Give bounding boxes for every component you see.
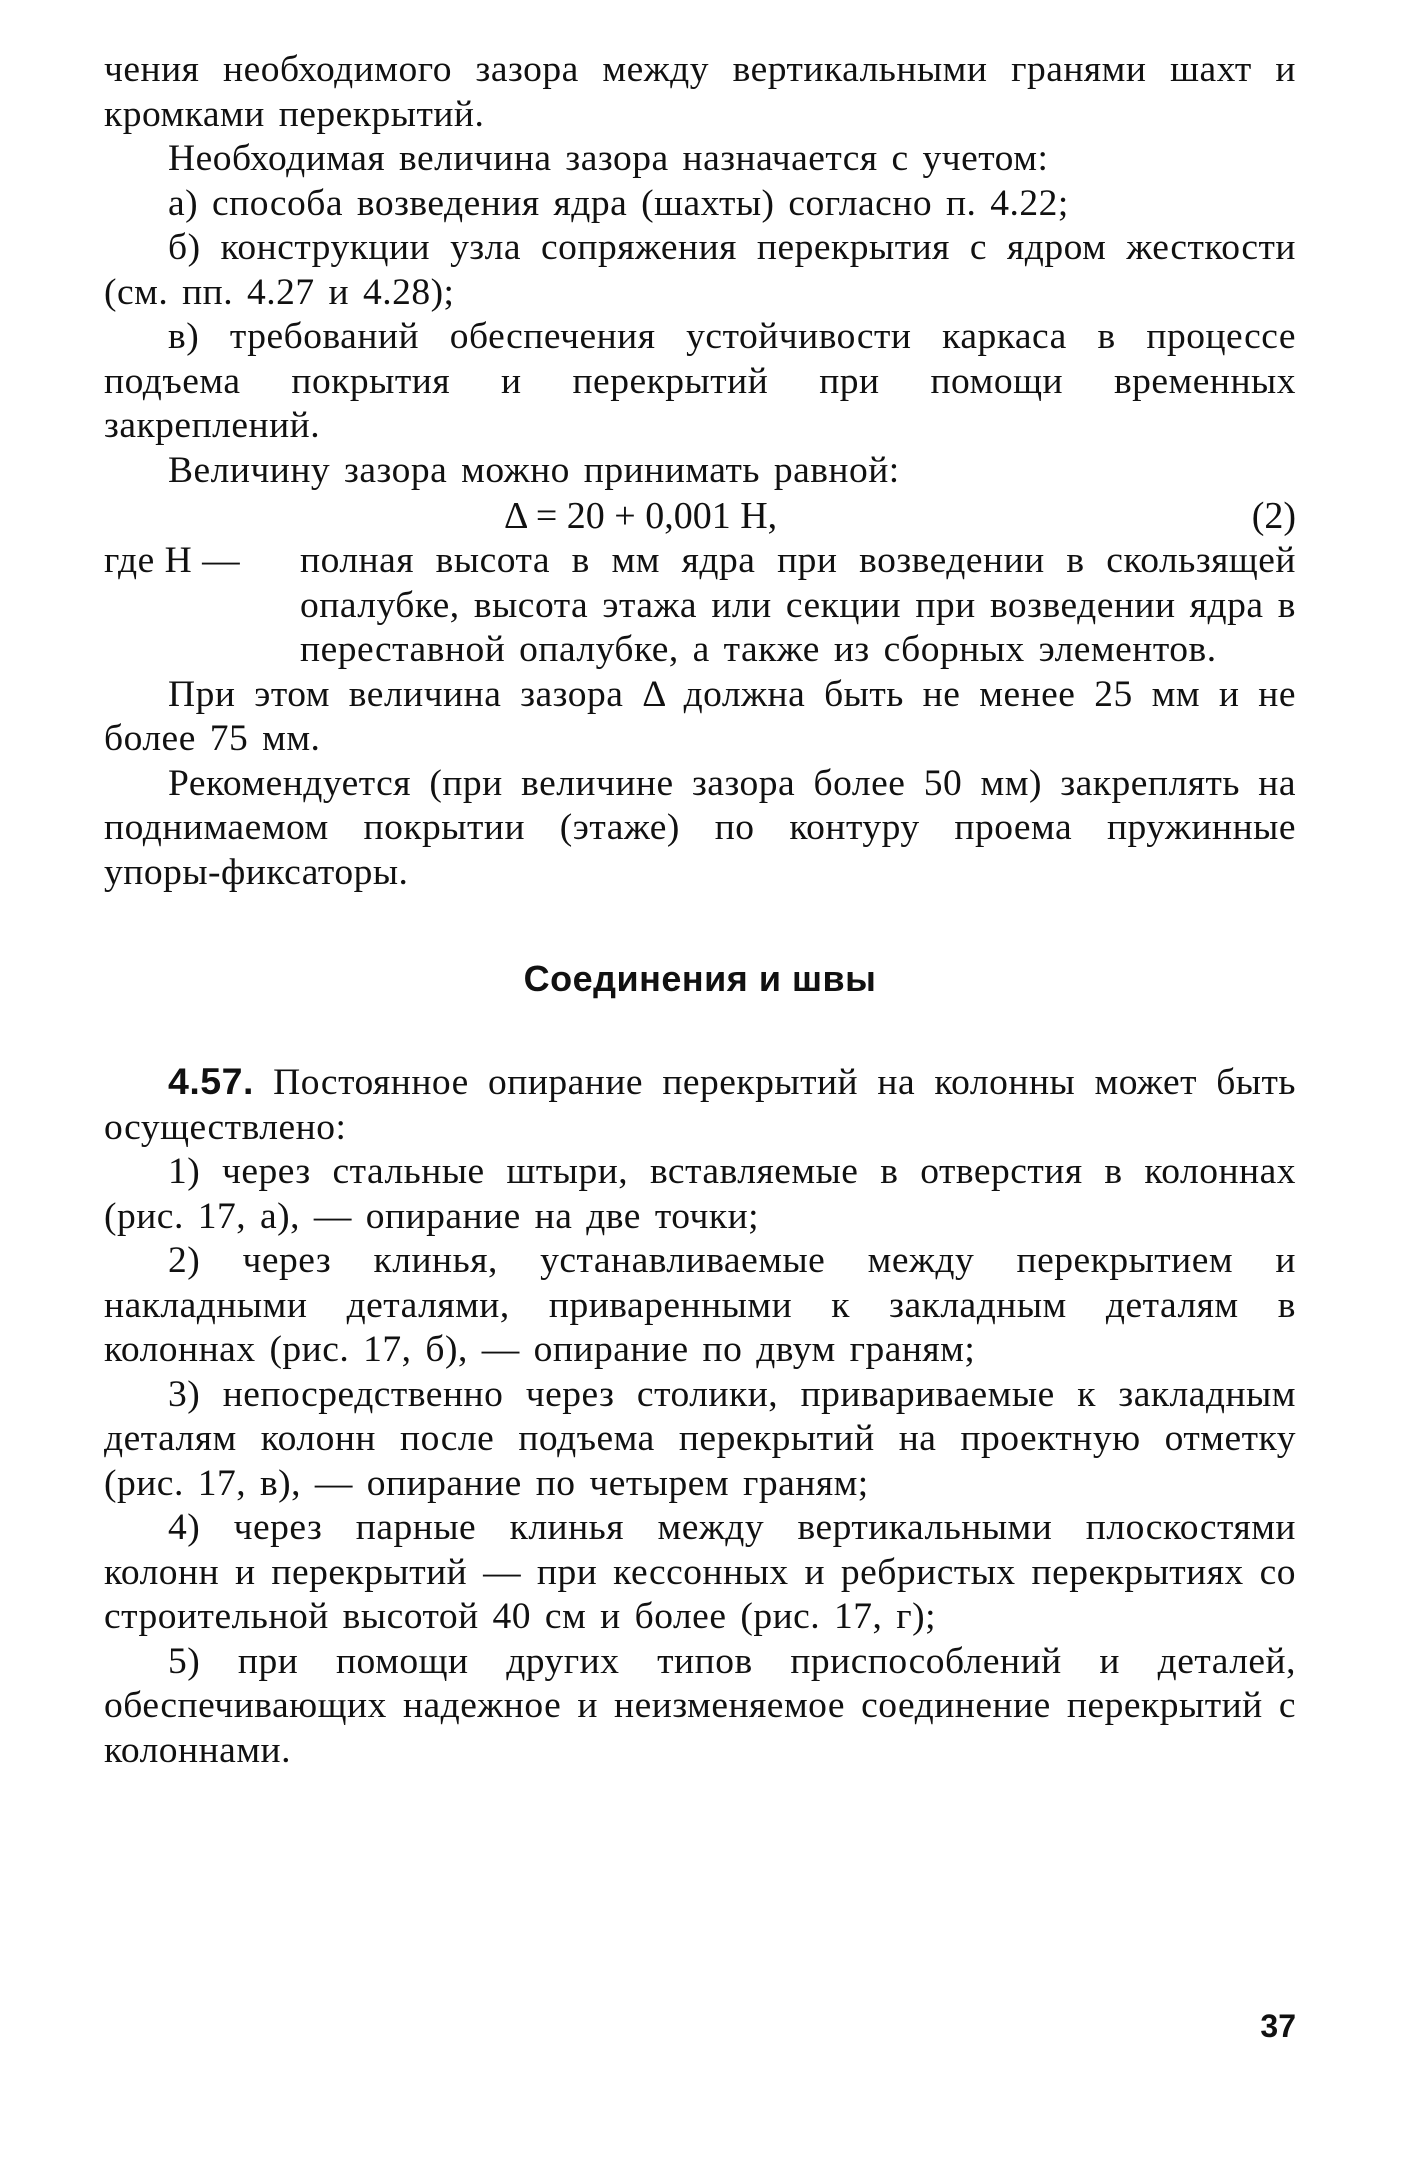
- list-item-a: а) способа возведения ядра (шахты) согласно п. 4.22;: [168, 182, 1069, 224]
- list-item-5: 5) при помощи других типов приспособлений и деталей, обеспечивающих надежное и неизменяемое соединение перекрытий с колоннами.: [104, 1640, 1296, 1771]
- paragraph-recommendation: Рекомендуется (при величине зазора более 50 мм) закреплять на поднимаемом покрытии (этаже) по контуру проема пружинные упоры-фиксаторы.: [104, 762, 1296, 893]
- where-body: полная высота в мм ядра при возведении в скользящей опалубке, высота этажа или секции при возведении ядра в переставной опалубке, а также из сборных элементов.: [300, 540, 1296, 670]
- where-clause: [104, 539, 1296, 673]
- clause-number: 4.57.: [168, 1060, 254, 1102]
- paragraph-continuation: чения необходимого зазора между вертикальными гранями шахт и кромками перекрытий.: [104, 49, 1296, 135]
- page-number: 37: [1260, 2008, 1296, 2044]
- clause-text: Постоянное опирание перекрытий на колонны может быть осуществлено:: [104, 1062, 1296, 1148]
- list-item-v: в) требований обеспечения устойчивости каркаса в процессе подъема покрытия и перекрытий при помощи временных закреплений.: [104, 316, 1296, 446]
- paragraph-gap-limits: При этом величина зазора Δ должна быть не менее 25 мм и не более 75 мм.: [104, 673, 1296, 759]
- section-heading: Соединения и швы: [523, 958, 877, 999]
- clause-4-57: [104, 1059, 1296, 1150]
- page-content: [104, 48, 1296, 1773]
- list-item-4: 4) через парные клинья между вертикальными плоскостями колонн и перекрытий — при кессонных и ребристых перекрытиях со строительной высотой 40 см и более (рис. 17, г);: [104, 1507, 1296, 1637]
- formula: [104, 493, 1296, 539]
- list-item-b: б) конструкции узла сопряжения перекрытия с ядром жесткости (см. пп. 4.27 и 4.28);: [104, 227, 1296, 313]
- list-item-3: 3) непосредственно через столики, привариваемые к закладным деталям колонн после подъема перекрытий на проектную отметку (рис. 17, в), — опирание по четырем граням;: [104, 1373, 1296, 1504]
- formula-expression: Δ = 20 + 0,001 H,: [504, 495, 778, 537]
- list-item-2: 2) через клинья, устанавливаемые между перекрытием и накладными деталями, приваренными к закладным деталям в колоннах (рис. 17, б), — опирание по двум граням;: [104, 1240, 1296, 1370]
- list-item-1: 1) через стальные штыри, вставляемые в отверстия в колоннах (рис. 17, а), — опирание на две точки;: [104, 1151, 1296, 1237]
- formula-number: (2): [1251, 495, 1296, 537]
- paragraph-gap-criteria: Необходимая величина зазора назначается с учетом:: [168, 138, 1049, 179]
- paragraph-gap-value: Величину зазора можно принимать равной:: [168, 449, 900, 491]
- where-lead: где H —: [104, 540, 241, 581]
